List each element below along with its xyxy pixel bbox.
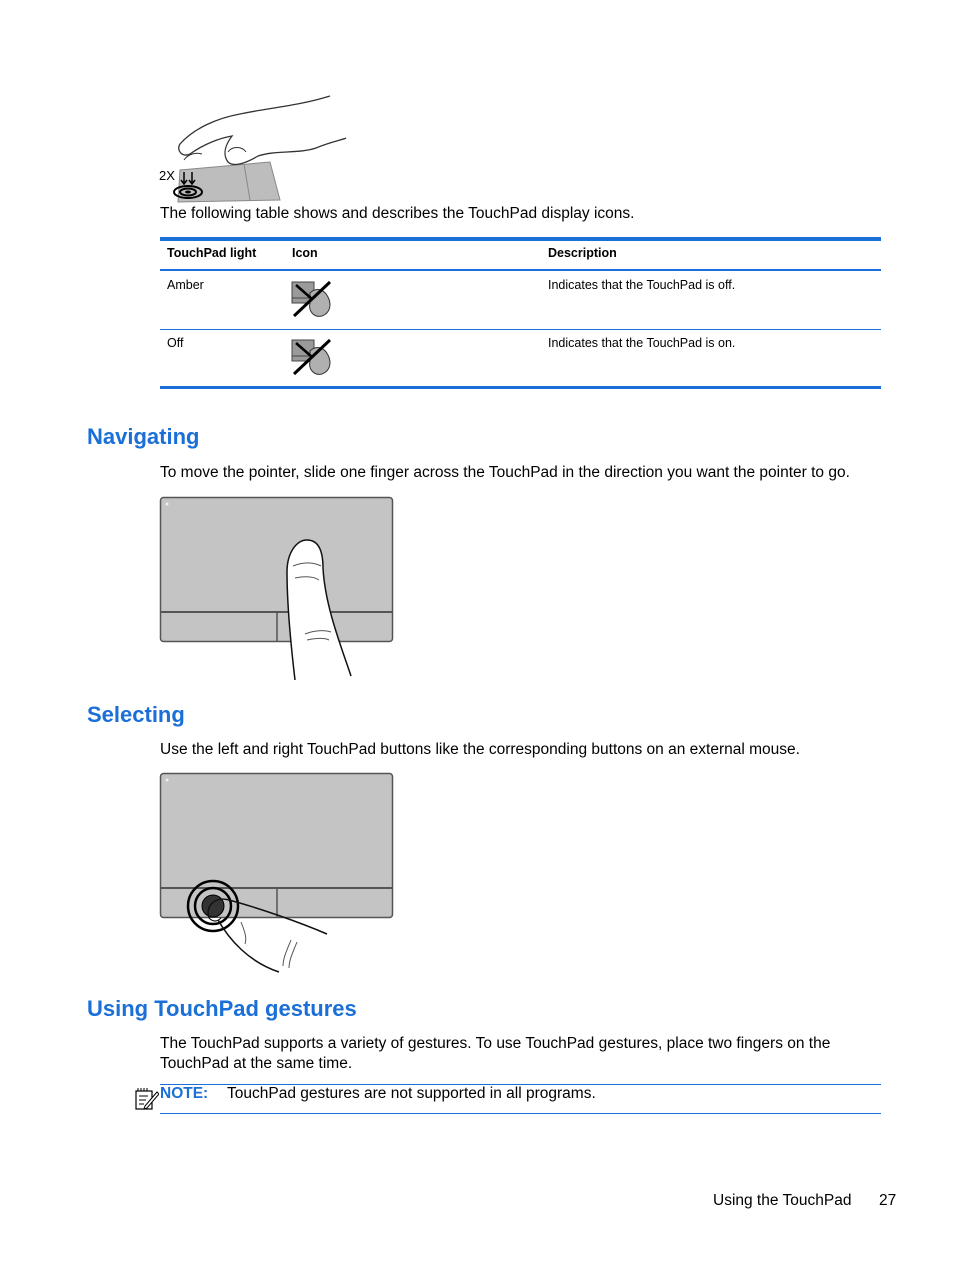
table-cell-light: Amber: [167, 278, 204, 292]
navigating-illustration: [159, 496, 395, 684]
touchpad-off-icon: [290, 279, 334, 319]
table-bottom-rule: [160, 386, 881, 389]
note-text: TouchPad gestures are not supported in all programs.: [227, 1085, 596, 1102]
gestures-heading: Using TouchPad gestures: [87, 996, 357, 1021]
table-header-description: Description: [548, 246, 617, 260]
table-cell-description: Indicates that the TouchPad is off.: [548, 278, 736, 292]
note-label: NOTE:: [160, 1085, 209, 1102]
table-cell-description: Indicates that the TouchPad is on.: [548, 336, 736, 350]
double-tap-illustration: [158, 92, 348, 204]
note-bottom-rule: [160, 1113, 881, 1114]
navigating-heading: Navigating: [87, 424, 200, 449]
selecting-heading: Selecting: [87, 702, 185, 727]
intro-text: The following table shows and describes the TouchPad display icons.: [160, 205, 635, 222]
note-icon: [133, 1086, 159, 1112]
double-tap-label: 2X: [159, 168, 175, 183]
navigating-text: To move the pointer, slide one finger across the TouchPad in the direction you want the pointer to go.: [160, 464, 850, 481]
table-header-rule: [160, 269, 881, 271]
footer-section-title: Using the TouchPad: [713, 1192, 852, 1209]
table-header-light: TouchPad light: [167, 246, 257, 260]
footer-page-number: 27: [879, 1192, 897, 1209]
touchpad-off-icon: [290, 337, 334, 377]
selecting-illustration: [159, 772, 395, 976]
table-header-icon: Icon: [292, 246, 318, 260]
table-row-divider: [160, 329, 881, 330]
selecting-text: Use the left and right TouchPad buttons like the corresponding buttons on an external mouse.: [160, 741, 800, 758]
gestures-text-line-1: The TouchPad supports a variety of gestures. To use TouchPad gestures, place two fingers on the: [160, 1035, 831, 1052]
gestures-text-line-2: TouchPad at the same time.: [160, 1055, 353, 1072]
table-top-rule: [160, 237, 881, 241]
table-cell-light: Off: [167, 336, 184, 350]
